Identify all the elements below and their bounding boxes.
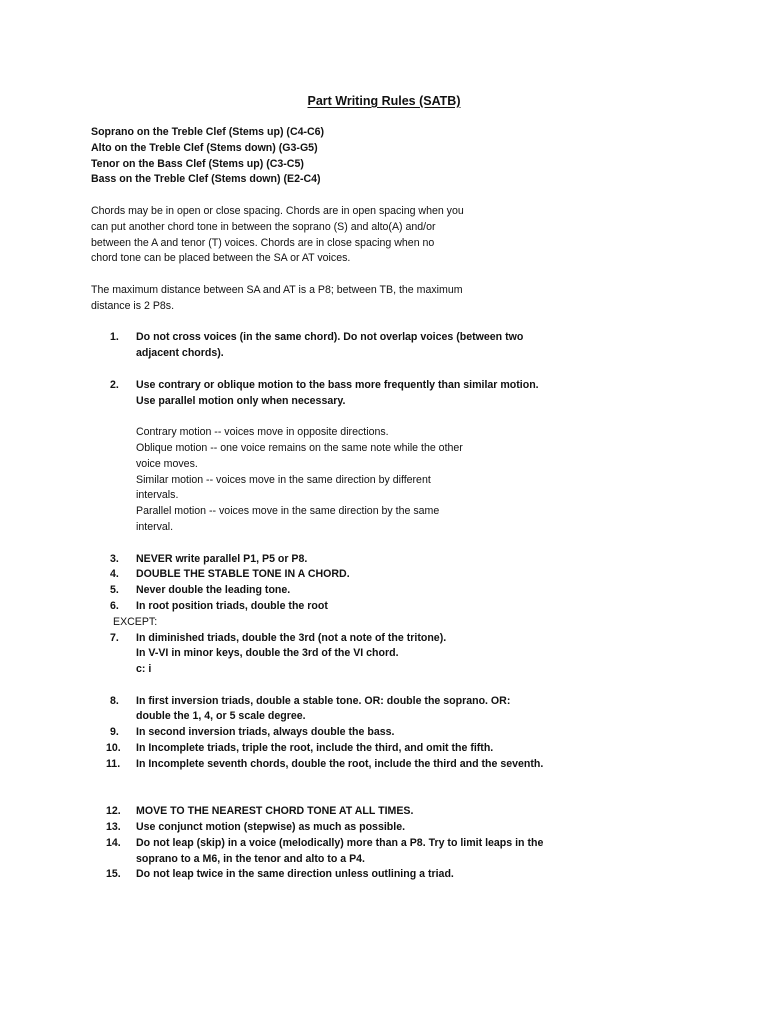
rule-number: 3. [110, 552, 119, 565]
rule-10 [91, 741, 591, 757]
rules-list [91, 330, 591, 883]
rule-3 [91, 552, 591, 568]
rule-number: 9. [110, 726, 119, 739]
motion-line: Parallel motion -- voices move in the same direction by the same [136, 505, 440, 518]
rule-number: 8. [110, 694, 119, 707]
rule-text: Do not leap twice in the same direction unless outlining a triad. [136, 868, 454, 881]
rule-text: NEVER write parallel P1, P5 or P8. [136, 552, 308, 565]
rule-line: In diminished triads, double the 3rd (not a note of the tritone). [136, 631, 447, 644]
rule-6 [91, 599, 591, 615]
rule-13 [91, 820, 591, 836]
motion-line: Contrary motion -- voices move in opposite directions. [136, 426, 389, 439]
rule-line: Use contrary or oblique motion to the bass more frequently than similar motion. [136, 378, 539, 391]
rule-number: 12. [106, 805, 121, 818]
rule-number: 10. [106, 742, 121, 755]
rule-text [136, 836, 543, 868]
rule-number: 13. [106, 821, 121, 834]
paragraph-line: can put another chord tone in between the soprano (S) and alto(A) and/or [91, 220, 436, 233]
rule-text [136, 330, 523, 362]
rule-number: 4. [110, 568, 119, 581]
rule-9 [91, 725, 591, 741]
rule-line: double the 1, 4, or 5 scale degree. [136, 710, 306, 723]
paragraph-line: Chords may be in open or close spacing. Chords are in open spacing when you [91, 204, 464, 217]
rule-line: Use parallel motion only when necessary. [136, 394, 346, 407]
except-label: EXCEPT: [113, 615, 158, 628]
document-body [91, 125, 591, 883]
rule-line: Do not leap (skip) in a voice (melodically) more than a P8. Try to limit leaps in the [136, 836, 544, 849]
rule-text: In Incomplete seventh chords, double the root, include the third and the seventh. [136, 757, 544, 770]
rule-5 [91, 583, 591, 599]
motion-line: interval. [136, 520, 174, 533]
voice-range-bass: Bass on the Treble Clef (Stems down) (E2-C4) [91, 173, 321, 186]
voice-ranges-list [91, 125, 591, 188]
rule-14 [91, 836, 591, 868]
rule-4 [91, 567, 591, 583]
spacing-paragraph [91, 204, 591, 267]
motion-line: intervals. [136, 489, 179, 502]
rule-1 [91, 330, 591, 362]
rule-11 [91, 757, 591, 773]
rule-text: In second inversion triads, always double the bass. [136, 726, 395, 739]
rule-line: In V-VI in minor keys, double the 3rd of the VI chord. [136, 647, 399, 660]
rule-text [136, 694, 510, 726]
rule-number: 6. [110, 599, 119, 612]
voice-range-tenor: Tenor on the Bass Clef (Stems up) (C3-C5) [91, 157, 304, 170]
document-title: Part Writing Rules (SATB) [307, 94, 461, 108]
rule-12 [91, 804, 591, 820]
rule-text: Never double the leading tone. [136, 584, 291, 597]
distance-paragraph [91, 283, 591, 315]
rule-text [136, 378, 539, 410]
motion-line: Similar motion -- voices move in the same direction by different [136, 473, 431, 486]
rule-number: 11. [106, 757, 121, 770]
rule-text: MOVE TO THE NEAREST CHORD TONE AT ALL TIMES. [136, 805, 414, 818]
voice-range-alto: Alto on the Treble Clef (Stems down) (G3-G5) [91, 141, 318, 154]
rule-text: In root position triads, double the root [136, 599, 328, 612]
motion-line: voice moves. [136, 457, 198, 470]
motion-line: Oblique motion -- one voice remains on the same note while the other [136, 441, 463, 454]
rule-line: In first inversion triads, double a stable tone. OR: double the soprano. OR: [136, 694, 511, 707]
rule-number: 2. [110, 378, 119, 391]
rule-2 [91, 378, 591, 410]
voice-range-soprano: Soprano on the Treble Clef (Stems up) (C4-C6) [91, 126, 325, 138]
rule-number: 15. [106, 868, 121, 881]
rule-line: soprano to a M6, in the tenor and alto to a P4. [136, 852, 365, 865]
rule-line: Do not cross voices (in the same chord). Do not overlap voices (between two [136, 331, 524, 344]
rule-text: In Incomplete triads, triple the root, include the third, and omit the fifth. [136, 742, 494, 755]
rule-7 [91, 631, 591, 678]
motion-definitions [91, 425, 591, 536]
rule-number: 7. [110, 631, 119, 644]
rule-number: 5. [110, 584, 119, 597]
rule-number: 14. [106, 836, 121, 849]
rule-text [136, 631, 446, 678]
rule-line: adjacent chords). [136, 347, 224, 360]
paragraph-line: chord tone can be placed between the SA or AT voices. [91, 252, 351, 265]
rule-8 [91, 694, 591, 726]
rule-15 [91, 867, 591, 883]
paragraph-line: between the A and tenor (T) voices. Chords are in close spacing when no [91, 236, 435, 249]
paragraph-line: distance is 2 P8s. [91, 299, 175, 312]
rule-number: 1. [110, 331, 119, 344]
rule-text: Use conjunct motion (stepwise) as much as possible. [136, 821, 406, 834]
rule-line: c: i [136, 663, 152, 676]
rule-text: DOUBLE THE STABLE TONE IN A CHORD. [136, 568, 350, 581]
paragraph-line: The maximum distance between SA and AT is a P8; between TB, the maximum [91, 283, 463, 296]
